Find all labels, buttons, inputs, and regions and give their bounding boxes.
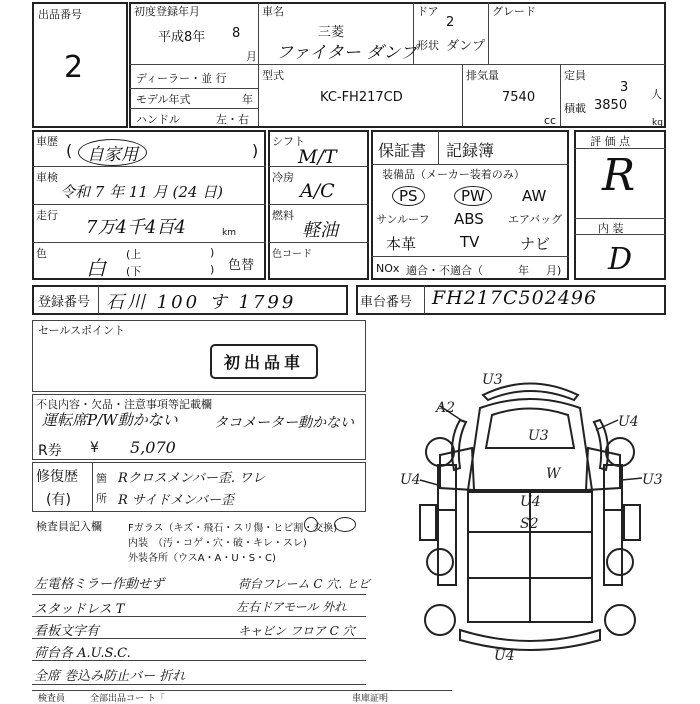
hw-left5: 全席 巻込み防止バー 折れ (34, 669, 186, 684)
inspector-label: 検査員記入欄 (36, 520, 102, 533)
notes-line2: タコメーター動かない (214, 415, 354, 431)
repair-line2: R サイドメンバー歪 (118, 493, 234, 508)
score-value: R (602, 150, 636, 201)
chassis-value: FH217C502496 (432, 287, 598, 309)
model-year-suffix: 年 (242, 93, 253, 106)
rear-left-wheel (425, 605, 455, 635)
equip-tv: TV (460, 233, 480, 251)
mark-u3-right: U3 (642, 472, 663, 488)
equip-pw: PW (454, 186, 492, 206)
load-value: 3850 (594, 98, 628, 113)
hw-right2: 左右ドアモール 外れ (236, 600, 347, 614)
doors-label: ドア (417, 5, 439, 18)
displacement-unit: cc (544, 114, 557, 127)
mid-right-wheel (607, 549, 633, 575)
hw-right1: 荷台フレーム C 穴. ヒビ (238, 577, 370, 591)
shift-value: M/T (298, 146, 337, 168)
color-upper: (上 (126, 248, 142, 261)
plate-value: 石川 100 す 1799 (106, 292, 297, 313)
equipment-title: 装備品（メーカー装着のみ） (382, 168, 525, 181)
color-value: 白 (86, 256, 106, 280)
color-label: 色 (36, 247, 47, 260)
fuel-value: 軽油 (302, 220, 338, 241)
load-unit: kg (652, 118, 663, 128)
history-label: 車歴 (36, 135, 58, 148)
mark-s2: S2 (520, 516, 539, 532)
glass-exchange-mark (334, 517, 356, 532)
mark-a2: A2 (436, 400, 456, 416)
mark-u4-right: U4 (618, 414, 639, 430)
shape-value: ダンプ (446, 39, 486, 54)
nox-year: 年 (518, 264, 529, 277)
ac-value: A/C (300, 180, 335, 202)
color-upper-close: ) (210, 246, 215, 259)
interior-label: 内 装 (598, 222, 624, 235)
name-label: 車名 (262, 5, 284, 18)
warranty: 保証書 (378, 141, 427, 160)
mark-w: W (546, 466, 561, 482)
footer-mid: 全部出品コー ト「 (90, 694, 165, 704)
hw-left4: 荷台各 A.U.S.C. (34, 646, 131, 661)
lot-box (32, 2, 128, 128)
recycle-label: R券 (38, 443, 62, 459)
lot-label: 出品番号 (38, 8, 82, 21)
nox-label: NOx (376, 262, 400, 275)
model-name: ファイター ダンプ (276, 43, 418, 63)
repair-col1: 箇 (96, 472, 107, 485)
vehicle-diagram (380, 360, 680, 670)
glass-line: Fガラス（キズ・飛石・スリ傷・ヒビ割・交換) (128, 523, 338, 534)
hw-left1: 左電格ミラー作動せず (34, 577, 165, 592)
score-label: 評 価 点 (590, 135, 630, 148)
glass-chip-mark (304, 517, 318, 532)
model-year-label: モデル年式 (136, 93, 191, 106)
equip-abs: ABS (454, 210, 484, 228)
mileage-unit: km (222, 228, 236, 238)
shift-label: シフト (272, 135, 305, 148)
fuel-label: 燃料 (272, 209, 294, 222)
doors-value: 2 (446, 15, 455, 30)
mark-u4-left: U4 (400, 472, 421, 488)
capacity-value: 3 (620, 80, 629, 95)
history-paren-open: ( (66, 141, 73, 160)
mark-u3-cab: U3 (528, 428, 549, 444)
displacement-value: 7540 (502, 90, 536, 105)
mark-u4-bottom: U4 (494, 648, 515, 664)
inspection-value: 令和 7 年 11 月 (24 日) (60, 183, 224, 201)
dealer-label: ディーラー・並 行 (136, 72, 227, 85)
mark-u3-top: U3 (482, 372, 503, 388)
equip-sunroof: サンルーフ (376, 213, 430, 226)
repair-label: 修復歴 (36, 469, 78, 485)
repair-value: (有) (46, 492, 71, 508)
history-value: 自家用 (78, 139, 147, 166)
type-value: KC-FH217CD (320, 90, 403, 105)
interior-line: 内装 （汚・コゲ・穴・破・キレ・スレ) (128, 538, 307, 549)
color-lower-close: ) (210, 263, 215, 276)
repair-line1: Rクロスメンバー歪. ワレ (118, 471, 266, 486)
left-mirror (452, 420, 466, 470)
equip-navi: ナビ (520, 235, 551, 253)
equip-aw: AW (522, 187, 547, 205)
type-label: 型式 (262, 69, 284, 82)
inspection-label: 車検 (36, 171, 58, 184)
displacement-label: 排気量 (466, 69, 499, 82)
equip-leather: 本革 (386, 235, 417, 253)
exterior-line: 外装各所（ウスA・A・U・S・C) (128, 553, 276, 564)
nox-text: 適合・不適合（ (406, 264, 483, 277)
plate-label: 登録番号 (38, 295, 91, 310)
nox-month: 月) (546, 264, 562, 277)
footer-left: 検査員 (38, 694, 66, 704)
load-label: 積載 (564, 102, 586, 115)
rear-right-wheel (605, 605, 635, 635)
lot-value: 2 (64, 50, 84, 85)
right-step (624, 505, 640, 540)
capacity-label: 定員 (564, 69, 586, 82)
equip-airbag: エアバッグ (508, 213, 563, 226)
mileage-label: 走行 (36, 209, 58, 222)
handle-label: ハンドル (136, 113, 180, 126)
repair-col2: 所 (96, 492, 107, 505)
footer-right: 車庫証明 (352, 694, 389, 704)
history-paren-close: ) (252, 141, 259, 160)
mileage-value: 7万4千4百4 (86, 217, 186, 238)
grade-label: グレード (492, 5, 536, 18)
left-step (420, 505, 436, 540)
notes-line1: 運転席P/W動かない (42, 411, 178, 429)
capacity-unit: 人 (651, 88, 662, 101)
first-reg-era: 平成8年 (158, 30, 206, 45)
chassis-label: 車台番号 (360, 295, 413, 310)
equip-ps: PS (392, 186, 425, 206)
maker: 三菱 (318, 25, 345, 40)
color-change: 色替 (228, 258, 255, 273)
interior-value: D (608, 242, 633, 277)
first-reg-month-suffix: 月 (246, 50, 257, 63)
notes-label: 不良内容・欠品・注意事項等記載欄 (36, 398, 212, 411)
first-reg-label: 初度登録年月 (134, 5, 200, 18)
recycle-yen: ¥ (90, 440, 99, 456)
first-reg-month: 8 (232, 26, 241, 41)
hw-left3: 看板文字有 (34, 624, 100, 639)
shape-label: 形状 (417, 39, 439, 52)
mid-left-wheel (427, 549, 453, 575)
rear-bumper (460, 630, 600, 650)
recycle-value: 5,070 (130, 438, 176, 457)
sales-stamp: 初出品車 (210, 344, 318, 379)
sales-label: セールスポイント (38, 324, 126, 337)
records: 記録簿 (446, 141, 495, 160)
ac-label: 冷房 (272, 171, 294, 184)
handle-options: 左・右 (216, 113, 249, 126)
mark-u4-mid: U4 (520, 494, 541, 510)
hw-right3: キャビン フロア C 穴 (238, 624, 355, 638)
hw-left2: スタッドレス T (34, 602, 125, 617)
color-code-label: 色コード (272, 249, 312, 260)
color-lower: (下 (126, 265, 142, 278)
